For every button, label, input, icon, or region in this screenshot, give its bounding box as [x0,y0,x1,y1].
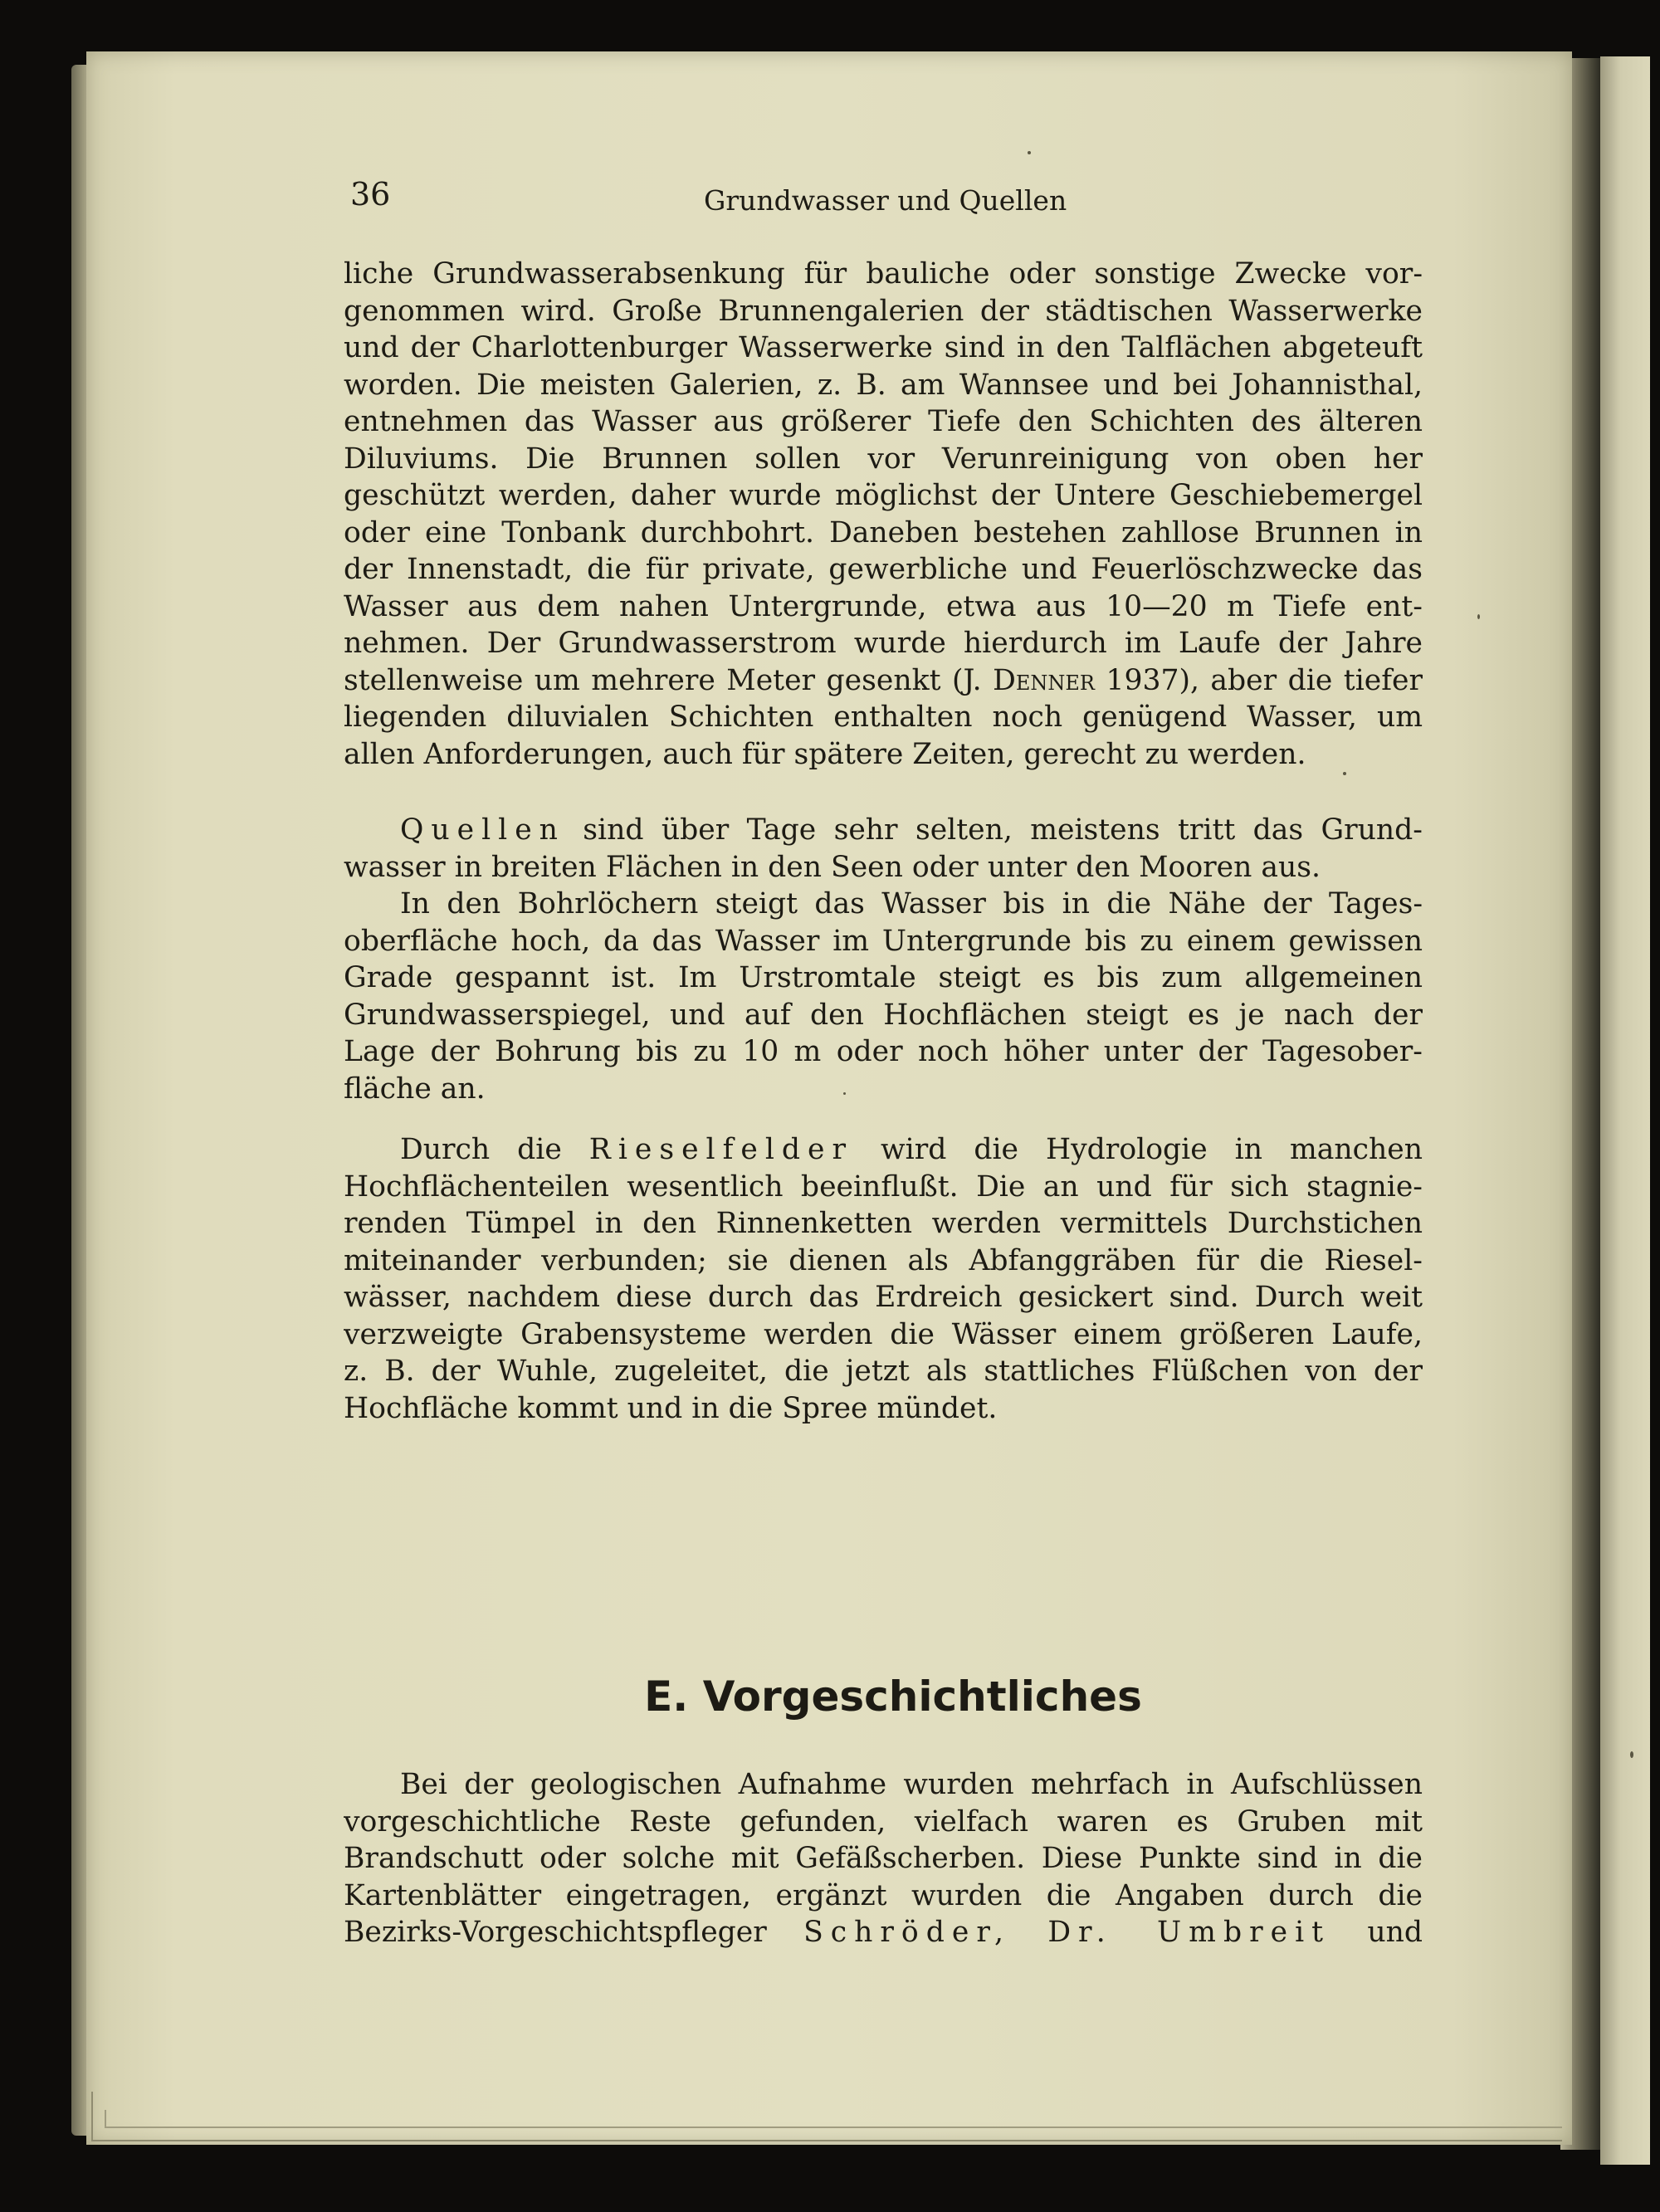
paragraph-prehistoric-finds [344,1766,1423,1951]
section-heading-text: E. Vorgeschichtliches [644,1672,1142,1721]
paragraph-sewage-fields [344,1131,1423,1427]
text-line: Lage der Bohrung bis zu 10 m oder noch höher unter der Tagesober- [344,1035,1423,1068]
text-line: entnehmen das Wasser aus größerer Tiefe den Schichten des älteren [344,405,1423,438]
keyword-quellen: Quellen [400,813,565,847]
text-line: allen Anforderungen, auch für spätere Zeiten, gerecht zu werden. [344,737,1306,771]
scan-speck [1028,151,1031,154]
text-line: Brandschutt oder solche mit Gefäßscherben. Diese Punkte sind in die [344,1842,1423,1875]
text-line: worden. Die meisten Galerien, z. B. am Wannsee und bei Johannisthal, [344,368,1423,402]
text-line: Bei der geologischen Aufnahme wurden mehrfach in Aufschlüssen [400,1768,1423,1801]
section-heading [0,1672,1660,1721]
name-umbreit: Dr. Umbreit [1047,1916,1331,1949]
scan-speck [1343,772,1346,775]
scan-speck [1630,1751,1633,1758]
scan-speck [1477,614,1480,619]
text-line: und der Charlottenburger Wasserwerke sind in den Talflächen abgeteuft [344,331,1423,364]
text-segment: und [1367,1916,1423,1949]
text-line: wasser in breiten Flächen in den Seen oder unter den Mooren aus. [344,850,1321,884]
scan-speck [843,1092,846,1095]
text-line: wässer, nachdem diese durch das Erdreich gesickert sind. Durch weit [344,1281,1423,1314]
text-line: Hochfläche kommt und in die Spree mündet. [344,1391,998,1425]
text-line: geschützt werden, daher wurde möglichst der Untere Geschiebemergel [344,479,1423,512]
text-line: nehmen. Der Grundwasserstrom wurde hierdurch im Laufe der Jahre [344,627,1423,660]
page-number: 36 [350,176,391,212]
text-line: In den Bohrlöchern steigt das Wasser bis in die Nähe der Tages- [400,887,1423,920]
text-line [344,1131,1423,1169]
text-line: der Innenstadt, die für private, gewerbliche und Feuerlöschzwecke das [344,553,1423,586]
text-line [344,662,1423,700]
text-line: Wasser aus dem nahen Untergrunde, etwa aus 10—20 m Tiefe ent- [344,589,1423,623]
text-line [344,1914,1423,1951]
text-segment: Bezirks-Vorgeschichtspfleger [344,1916,804,1949]
text-line: liegenden diluvialen Schichten enthalten noch genügend Wasser, um [344,701,1423,734]
text-line: Hochflächenteilen wesentlich beeinflußt. Die an und für sich stagnie- [344,1169,1423,1204]
text-line: miteinander verbunden; sie dienen als Abfanggräben für die Riesel- [344,1243,1423,1277]
text-line: Grundwasserspiegel, und auf den Hochflächen steigt es je nach der [344,998,1423,1032]
paragraph-boreholes [344,886,1423,1107]
text-line: Kartenblätter eingetragen, ergänzt wurden die Angaben durch die [344,1878,1423,1912]
text-line [344,812,1423,849]
paragraph-groundwater-wells [344,256,1423,773]
text-segment: Durch die [400,1133,589,1166]
running-head-title: Grundwasser und Quellen [704,184,1067,217]
author-name-denner: Denner [993,663,1095,697]
paragraph-springs [344,812,1423,886]
text-line: liche Grundwasserabsenkung für bauliche oder sonstige Zwecke vor- [344,257,1423,291]
text-line: Grade gespannt ist. Im Urstromtale steigt es bis zum allgemeinen [344,961,1423,994]
text-line: fläche an. [344,1072,486,1106]
text-segment: sind über Tage sehr selten, meistens tritt das Grund- [564,813,1423,847]
text-line: oder eine Tonbank durchbohrt. Daneben bestehen zahllose Brunnen in [344,515,1423,549]
name-schroeder: Schröder, [803,1916,1012,1949]
text-segment: 1937), aber die tiefer [1106,663,1423,697]
text-line: vorgeschichtliche Reste gefunden, vielfach waren es Gruben mit [344,1804,1423,1838]
text-line: z. B. der Wuhle, zugeleitet, die jetzt als stattliches Flüßchen von der [344,1355,1423,1388]
keyword-rieselfelder: Rieselfelder [588,1133,854,1166]
text-line: oberfläche hoch, da das Wasser im Untergrunde bis zu einem gewissen [344,924,1423,958]
text-line: verzweigte Grabensysteme werden die Wässer einem größeren Laufe, [344,1317,1423,1351]
text-line: renden Tümpel in den Rinnenketten werden vermittels Durchstichen [344,1207,1423,1240]
facing-page-edge [1600,56,1650,2165]
text-segment: wird die Hydrologie in manchen [853,1133,1423,1166]
page-stack-bottom [91,2092,1562,2141]
text-line: genommen wird. Große Brunnengalerien der städtischen Wasserwerke [344,294,1423,328]
text-segment: stellenweise um mehrere Meter gesenkt (J. [344,663,982,697]
text-line: Diluviums. Die Brunnen sollen vor Verunreinigung von oben her [344,442,1423,476]
